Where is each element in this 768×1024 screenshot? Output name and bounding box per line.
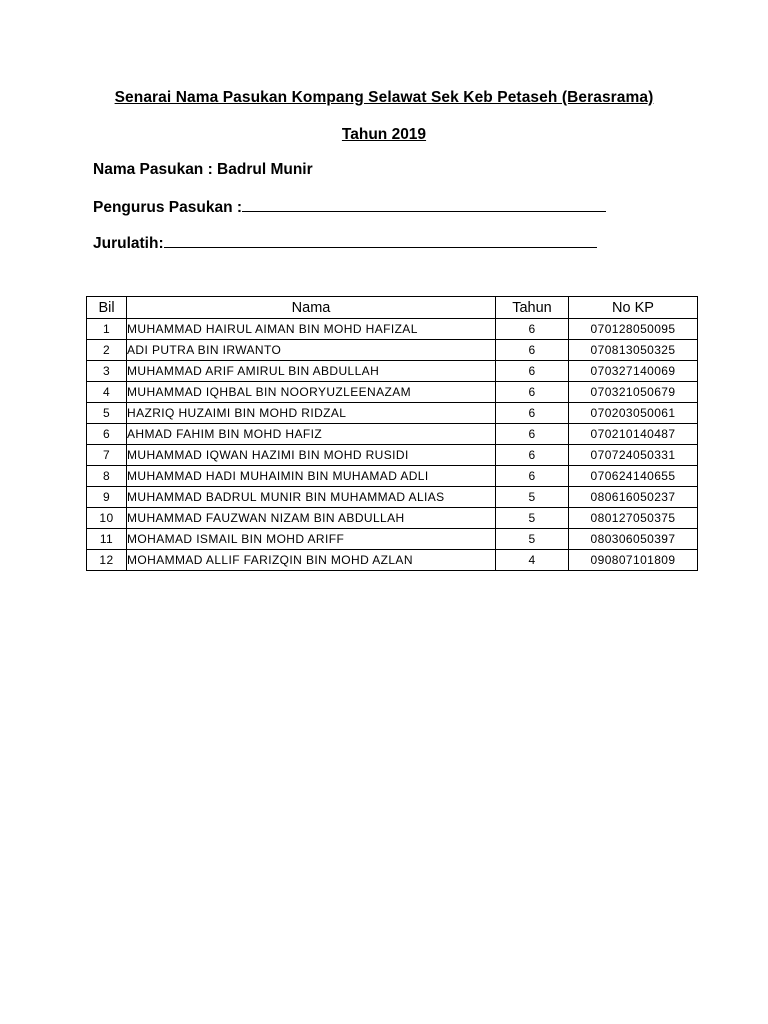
cell-tahun: 6 [496, 424, 569, 445]
cell-tahun: 6 [496, 466, 569, 487]
document-title: Senarai Nama Pasukan Kompang Selawat Sek Keb Petaseh (Berasrama) [114, 89, 654, 106]
table-row [87, 487, 698, 508]
table-row [87, 403, 698, 424]
cell-no-kp: 070624140655 [569, 466, 698, 487]
coach-blank-line [164, 234, 597, 248]
cell-tahun: 6 [496, 403, 569, 424]
table-row [87, 319, 698, 340]
cell-no-kp: 070327140069 [569, 361, 698, 382]
cell-bil: 11 [87, 529, 127, 550]
cell-bil: 8 [87, 466, 127, 487]
cell-no-kp: 070210140487 [569, 424, 698, 445]
cell-tahun: 6 [496, 382, 569, 403]
cell-nama: MUHAMMAD BADRUL MUNIR BIN MUHAMMAD ALIAS [127, 487, 496, 508]
cell-tahun: 6 [496, 445, 569, 466]
cell-bil: 6 [87, 424, 127, 445]
column-header-bil: Bil [87, 297, 127, 319]
cell-bil: 10 [87, 508, 127, 529]
table-row [87, 550, 698, 571]
cell-nama: MUHAMMAD IQWAN HAZIMI BIN MOHD RUSIDI [127, 445, 496, 466]
cell-bil: 1 [87, 319, 127, 340]
column-header-nama: Nama [127, 297, 496, 319]
cell-nama: MUHAMMAD HAIRUL AIMAN BIN MOHD HAFIZAL [127, 319, 496, 340]
cell-bil: 3 [87, 361, 127, 382]
column-header-no-kp: No KP [569, 297, 698, 319]
coach-field [93, 234, 597, 253]
table-row [87, 508, 698, 529]
cell-nama: AHMAD FAHIM BIN MOHD HAFIZ [127, 424, 496, 445]
cell-no-kp: 090807101809 [569, 550, 698, 571]
cell-tahun: 4 [496, 550, 569, 571]
cell-tahun: 6 [496, 361, 569, 382]
cell-bil: 2 [87, 340, 127, 361]
cell-bil: 12 [87, 550, 127, 571]
cell-no-kp: 070724050331 [569, 445, 698, 466]
cell-tahun: 6 [496, 340, 569, 361]
table-header-row [87, 297, 698, 319]
cell-nama: MOHAMMAD ALLIF FARIZQIN BIN MOHD AZLAN [127, 550, 496, 571]
cell-bil: 7 [87, 445, 127, 466]
table-row [87, 361, 698, 382]
cell-no-kp: 080127050375 [569, 508, 698, 529]
cell-tahun: 5 [496, 508, 569, 529]
team-manager-blank-line [242, 198, 606, 212]
cell-bil: 4 [87, 382, 127, 403]
team-manager-field [93, 198, 606, 217]
team-name-field [93, 161, 313, 179]
cell-tahun: 6 [496, 319, 569, 340]
table-row [87, 529, 698, 550]
cell-nama: MUHAMMAD ARIF AMIRUL BIN ABDULLAH [127, 361, 496, 382]
column-header-tahun: Tahun [496, 297, 569, 319]
cell-nama: MOHAMAD ISMAIL BIN MOHD ARIFF [127, 529, 496, 550]
cell-no-kp: 070813050325 [569, 340, 698, 361]
roster-table [86, 296, 698, 571]
table-row [87, 466, 698, 487]
cell-nama: MUHAMMAD HADI MUHAIMIN BIN MUHAMAD ADLI [127, 466, 496, 487]
coach-label: Jurulatih: [93, 235, 164, 252]
team-manager-label: Pengurus Pasukan : [93, 199, 243, 216]
document-year: Tahun 2019 [341, 126, 427, 143]
cell-bil: 9 [87, 487, 127, 508]
cell-nama: MUHAMMAD IQHBAL BIN NOORYUZLEENAZAM [127, 382, 496, 403]
table-row [87, 445, 698, 466]
cell-no-kp: 070203050061 [569, 403, 698, 424]
cell-tahun: 5 [496, 529, 569, 550]
cell-no-kp: 080616050237 [569, 487, 698, 508]
cell-no-kp: 070128050095 [569, 319, 698, 340]
team-name-label: Nama Pasukan : Badrul Munir [93, 161, 313, 178]
cell-no-kp: 070321050679 [569, 382, 698, 403]
cell-bil: 5 [87, 403, 127, 424]
table-row [87, 340, 698, 361]
cell-no-kp: 080306050397 [569, 529, 698, 550]
cell-nama: ADI PUTRA BIN IRWANTO [127, 340, 496, 361]
cell-nama: MUHAMMAD FAUZWAN NIZAM BIN ABDULLAH [127, 508, 496, 529]
cell-nama: HAZRIQ HUZAIMI BIN MOHD RIDZAL [127, 403, 496, 424]
table-row [87, 382, 698, 403]
cell-tahun: 5 [496, 487, 569, 508]
table-row [87, 424, 698, 445]
